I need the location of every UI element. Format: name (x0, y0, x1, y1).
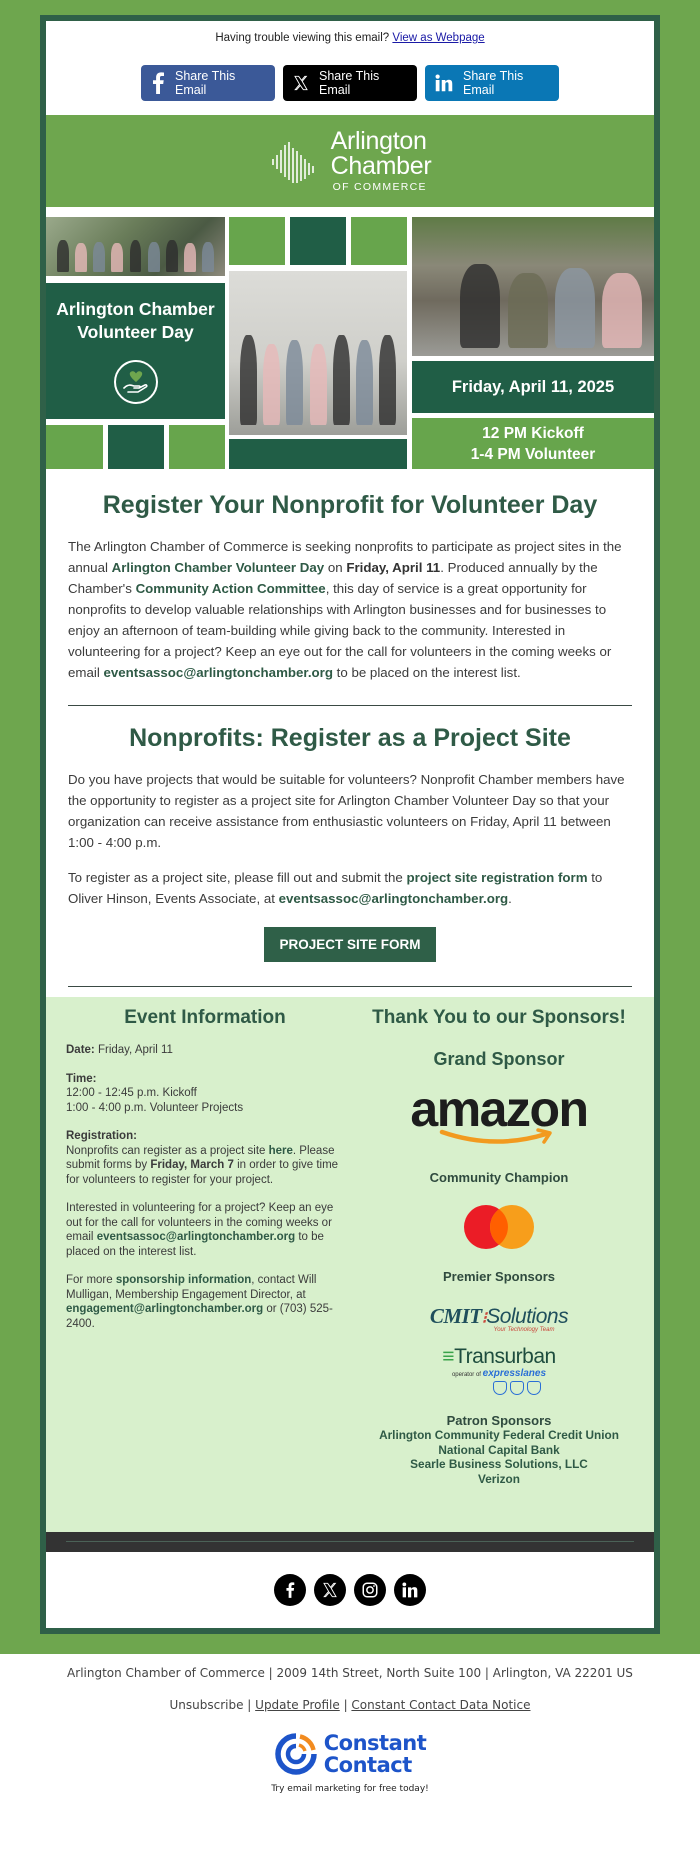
text: on (324, 560, 347, 575)
decor-square (169, 425, 225, 469)
premier-sponsors-label: Premier Sponsors (443, 1269, 555, 1284)
text: . (508, 891, 512, 906)
logo-line-1: Arlington (330, 127, 427, 156)
project-site-form-button[interactable]: PROJECT SITE FORM (264, 927, 435, 962)
decor-square (108, 425, 164, 469)
text: , contact Will Mulligan, Membership Engagement Director, at (66, 1274, 317, 1301)
separator: | (243, 1698, 256, 1712)
engagement-email-link[interactable]: engagement@arlingtonchamber.org (66, 1303, 264, 1315)
preheader-text: Having trouble viewing this email? (215, 32, 390, 44)
separator: | (339, 1698, 352, 1712)
section-title-register: Register Your Nonprofit for Volunteer Day (102, 491, 598, 519)
decor-square (46, 425, 103, 469)
preheader (46, 21, 654, 55)
patron-sponsor: Arlington Community Federal Credit Union (379, 1428, 619, 1442)
events-email-link[interactable]: eventsassoc@arlingtonchamber.org (96, 1231, 296, 1243)
event-time-kickoff: 12 PM Kickoff (482, 424, 584, 442)
share-x-button[interactable] (283, 65, 417, 101)
time-label: Time: (66, 1072, 97, 1085)
footer-divider-bar (46, 1532, 654, 1552)
event-information-column (46, 1007, 362, 1486)
event-information-details (66, 1043, 344, 1331)
register-intro-paragraph (68, 536, 632, 683)
decor-square (229, 217, 285, 265)
facebook-icon (285, 1581, 295, 1599)
event-information-title: Event Information (124, 1007, 286, 1028)
date-value: Friday, April 11 (94, 1044, 173, 1056)
constant-contact-tagline[interactable]: Try email marketing for free today! (271, 1784, 429, 1794)
community-champion-label: Community Champion (429, 1170, 569, 1185)
unsubscribe-link[interactable]: Unsubscribe (169, 1698, 244, 1712)
share-facebook-label: Share This Email (175, 69, 236, 97)
linkedin-icon (402, 1582, 418, 1598)
volunteer-day-title-tile (46, 283, 225, 419)
event-date-line (66, 1043, 344, 1058)
text: For more (66, 1274, 116, 1286)
patron-sponsor: Searle Business Solutions, LLC (410, 1457, 588, 1471)
project-site-instructions (68, 867, 632, 909)
patron-sponsors-label: Patron Sponsors (446, 1413, 552, 1428)
register-nonprofit-section (46, 469, 654, 987)
date-emphasis: Friday, April 11 (346, 560, 441, 575)
logo-line-2: Chamber (330, 152, 432, 181)
transurban-name: Transurban (454, 1345, 556, 1368)
section-title-project-site: Nonprofits: Register as a Project Site (129, 724, 571, 752)
constant-contact-icon (274, 1732, 318, 1776)
text: Nonprofits can register as a project site (66, 1144, 269, 1157)
cmit-solutions-logo[interactable]: CMIT⁝Solutions Your Technology Team (362, 1304, 636, 1333)
sponsors-title: Thank You to our Sponsors! (372, 1007, 626, 1028)
cmit-wordmark: CMIT (429, 1304, 482, 1328)
constant-contact-logo[interactable] (0, 1732, 700, 1776)
text: to be placed on the interest list. (332, 665, 521, 680)
volunteers-group-photo (46, 217, 225, 276)
text: The Arlington Chamber of Commerce is seeking nonprofits to participate as project sites in the annual (68, 539, 622, 575)
logo-line-3: OF COMMERCE (332, 181, 427, 194)
decor-bar (229, 439, 407, 469)
volunteer-day-banner (46, 207, 654, 469)
text: . Produced annually by the Chamber's (68, 560, 598, 596)
facebook-link[interactable] (274, 1574, 306, 1606)
cta-wrapper (68, 909, 632, 980)
decor-square (351, 217, 407, 265)
volunteer-day-title (56, 298, 214, 344)
time-volunteer: 1:00 - 4:00 p.m. Volunteer Projects (66, 1101, 244, 1114)
data-notice-link[interactable]: Constant Contact Data Notice (351, 1698, 531, 1712)
highway-shields (362, 1381, 636, 1395)
event-date: Friday, April 11, 2025 (451, 377, 615, 396)
event-time-volunteer: 1-4 PM Volunteer (470, 445, 596, 463)
section-divider (68, 986, 632, 987)
text: . Please submit forms by (66, 1144, 335, 1171)
registration-form-link[interactable]: project site registration form (406, 870, 588, 885)
update-profile-link[interactable]: Update Profile (255, 1698, 340, 1712)
text: in order to give time for volunteers to register for your project. (66, 1159, 339, 1186)
registration-block (66, 1129, 344, 1187)
logo-band (46, 115, 654, 207)
cc-line-1: Constant (323, 1731, 427, 1755)
instagram-icon (361, 1581, 379, 1599)
x-link[interactable] (314, 1574, 346, 1606)
event-times-tile (412, 418, 654, 469)
instagram-link[interactable] (354, 1574, 386, 1606)
cmit-tagline: Your Technology Team (493, 1327, 555, 1333)
sponsorship-info-link[interactable]: sponsorship information (115, 1274, 252, 1286)
solutions-wordmark: Solutions (486, 1305, 569, 1328)
volunteers-indoor-photo (229, 271, 407, 435)
share-linkedin-button[interactable] (425, 65, 559, 101)
patron-sponsor: National Capital Bank (438, 1442, 560, 1457)
sponsorship-contact-block (66, 1273, 344, 1331)
event-time-block (66, 1072, 344, 1116)
title-line-2: Volunteer Day (77, 322, 194, 342)
share-x-label: Share This Email (319, 69, 380, 97)
share-facebook-button[interactable] (141, 65, 275, 101)
facebook-icon (151, 72, 165, 94)
share-buttons (46, 55, 654, 115)
date-label: Date: (66, 1044, 95, 1056)
text: To register as a project site, please fill out and submit the (68, 870, 407, 885)
amazon-wordmark: amazon (410, 1081, 588, 1137)
text: to be placed on the interest list. (66, 1231, 324, 1258)
volunteer-day-emphasis: Arlington Chamber Volunteer Day (111, 560, 325, 575)
volunteers-garden-photo (412, 217, 654, 356)
amazon-logo[interactable] (410, 1070, 587, 1146)
events-email-link[interactable]: eventsassoc@arlingtonchamber.org (278, 891, 509, 906)
footer-links (0, 1698, 700, 1712)
chamber-logo-mark (269, 133, 325, 189)
text: to Oliver Hinson, Events Associate, at (68, 870, 603, 906)
transurban-logo[interactable] (362, 1345, 636, 1395)
transurban-wordmark: ≡Transurban (442, 1345, 556, 1368)
text: or (703) 525-2400. (66, 1303, 333, 1330)
events-email-link[interactable]: eventsassoc@arlingtonchamber.org (103, 665, 333, 680)
event-date-tile (412, 361, 654, 413)
deadline: Friday, March 7 (150, 1159, 234, 1171)
x-icon (293, 75, 309, 91)
project-site-paragraph: Do you have projects that would be suitable for volunteers? Nonprofit Chamber members have the opportunity to register as a project site for Arlington Chamber Volunteer Day so that your organization can receive assistance from enthusiastic volunteers on Friday, April 11 between 1:00 - 4:00 p.m. (68, 772, 625, 850)
social-links (46, 1552, 654, 1628)
mastercard-logo[interactable] (362, 1203, 636, 1251)
mastercard-circles-icon (461, 1203, 537, 1251)
transurban-tagline: operator of expresslanes (451, 1368, 547, 1379)
text: Interested in volunteering for a project? Keep an eye out for the call for volunteers in the coming weeks or email (66, 1202, 334, 1243)
constant-contact-wordmark (324, 1732, 427, 1776)
patron-sponsor: Verizon (478, 1471, 520, 1486)
sponsors-column (362, 1007, 654, 1486)
email-body (46, 21, 654, 1628)
view-as-webpage-link[interactable]: View as Webpage (392, 32, 485, 44)
cc-line-2: Contact (323, 1753, 412, 1777)
title-line-1: Arlington Chamber (56, 299, 215, 319)
email-footer (0, 1654, 700, 1808)
heart-hand-icon (114, 360, 158, 404)
grand-sponsor-label: Grand Sponsor (433, 1049, 565, 1069)
registration-label: Registration: (66, 1130, 137, 1142)
info-and-sponsors (46, 997, 654, 1532)
organization-address: Arlington Chamber of Commerce | 2009 14th Street, North Suite 100 | Arlington, VA 22201 US (67, 1666, 633, 1680)
linkedin-link[interactable] (394, 1574, 426, 1606)
linkedin-icon (435, 74, 453, 92)
community-action-committee-link[interactable]: Community Action Committee (135, 581, 326, 596)
time-kickoff: 12:00 - 12:45 p.m. Kickoff (66, 1087, 197, 1099)
email-frame (40, 15, 660, 1634)
x-icon (322, 1582, 338, 1598)
decor-square (290, 217, 346, 265)
share-linkedin-label: Share This Email (463, 69, 524, 97)
text: , this day of service is a great opportunity for nonprofits to develop valuable relationships with Arlington businesses and for businesses to enjoy an afternoon of team-building while giving back to the community. Interested in volunteering for a project? Keep an eye out for the call for volunteers in the coming weeks or email (68, 581, 612, 680)
patron-sponsor-list (362, 1428, 636, 1486)
volunteer-interest-block (66, 1201, 344, 1259)
register-here-link[interactable]: here (268, 1144, 293, 1157)
chamber-logo-text (331, 129, 432, 193)
